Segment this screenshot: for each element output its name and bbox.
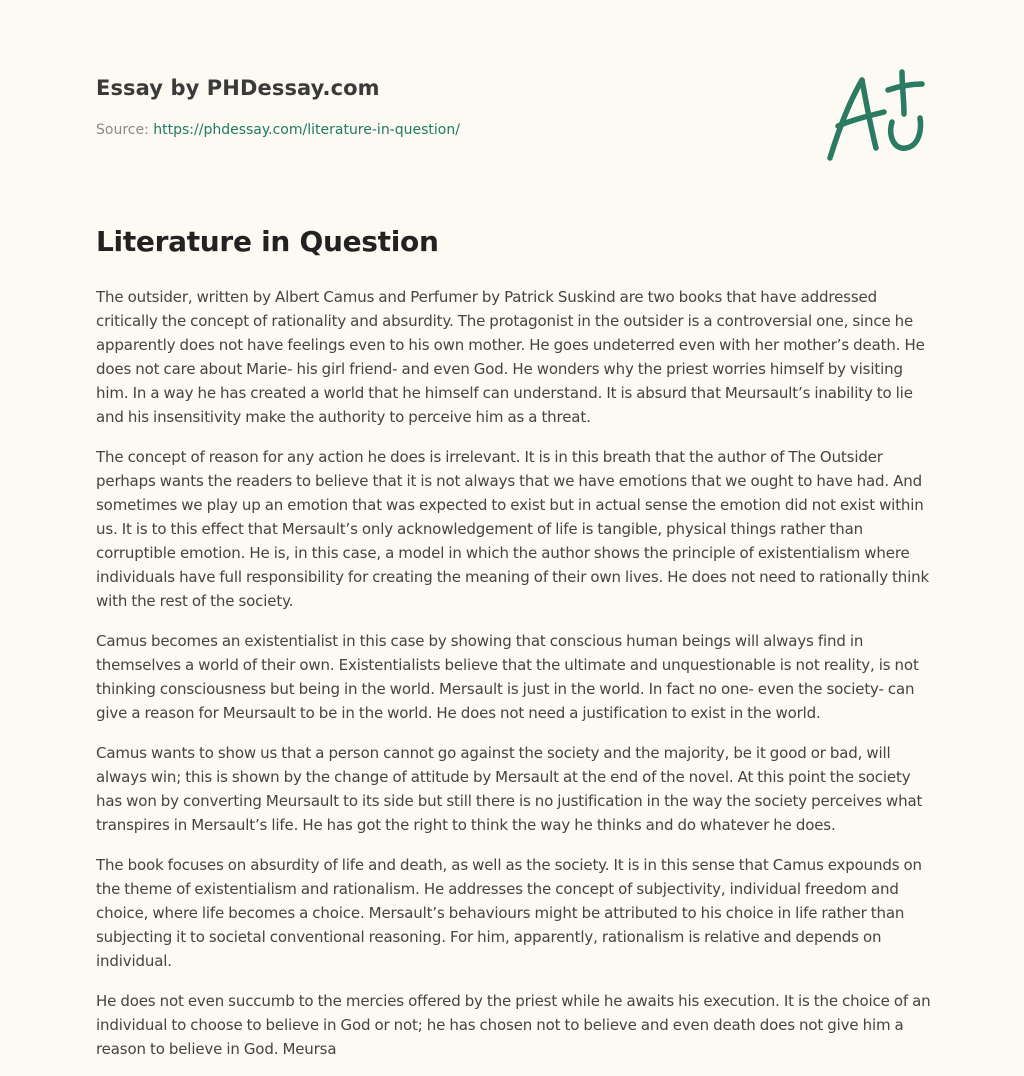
essay-title: Literature in Question xyxy=(96,225,439,258)
essay-paragraph: Camus wants to show us that a person cannot go against the society and the majority, be it good or bad, will always win; this is shown by the change of attitude by Mersault at the end of the novel. At this point the society has won by converting Meursault to its side but still there is no justification in the way the society perceives what transpires in Mersault’s life. He has got the right to think the way he thinks and do whatever he does. xyxy=(96,744,923,834)
source-link[interactable]: https://phdessay.com/literature-in-question/ xyxy=(153,122,460,138)
source-label: Source: xyxy=(96,122,154,138)
essay-paragraph: He does not even succumb to the mercies offered by the priest while he awaits his execution. It is the choice of an individual to choose to believe in God or not; he has chosen not to believe and even death does not give him a reason to believe in God. Meursa xyxy=(96,992,931,1058)
essay-paragraph: The book focuses on absurdity of life and death, as well as the society. It is in this sense that Camus expounds on the theme of existentialism and rationalism. He addresses the concept of subjectivity, individual freedom and choice, where life becomes a choice. Mersault’s behaviours might be attributed to his choice in life rather than subjecting it to societal conventional reasoning. For him, apparently, rationalism is relative and depends on individual. xyxy=(96,856,922,970)
a-plus-grade-icon xyxy=(818,62,934,172)
essay-header xyxy=(96,76,696,138)
essay-paragraph: The outsider, written by Albert Camus and Perfumer by Patrick Suskind are two books that have addressed critically the concept of rationality and absurdity. The protagonist in the outsider is a controversial one, since he apparently does not have feelings even to his own mother. He goes undeterred even with her mother’s death. He does not care about Marie- his girl friend- and even God. He wonders why the priest worries himself by visiting him. In a way he has created a world that he himself can understand. It is absurd that Meursault’s inability to lie and his insensitivity make the authority to perceive him as a threat. xyxy=(96,288,925,426)
site-brand: Essay by PHDessay.com xyxy=(96,76,380,100)
essay-paragraph: Camus becomes an existentialist in this case by showing that conscious human beings will always find in themselves a world of their own. Existentialists believe that the ultimate and unquestionable is not reality, is not thinking consciousness but being in the world. Mersault is just in the world. In fact no one- even the society- can give a reason for Meursault to be in the world. He does not need a justification to exist in the world. xyxy=(96,632,919,722)
essay-body xyxy=(96,285,936,1076)
essay-paragraph: The concept of reason for any action he does is irrelevant. It is in this breath that the author of The Outsider perhaps wants the readers to believe that it is not always that we have emotions that we ought to have had. And sometimes we play up an emotion that was expected to exist but in actual sense the emotion did not exist within us. It is to this effect that Mersault’s only acknowledgement of life is tangible, physical things rather than corruptible emotion. He is, in this case, a model in which the author shows the principle of existentialism where individuals have full responsibility for creating the meaning of their own lives. He does not need to rationally think with the rest of the society. xyxy=(96,448,930,610)
source-line xyxy=(96,122,696,138)
